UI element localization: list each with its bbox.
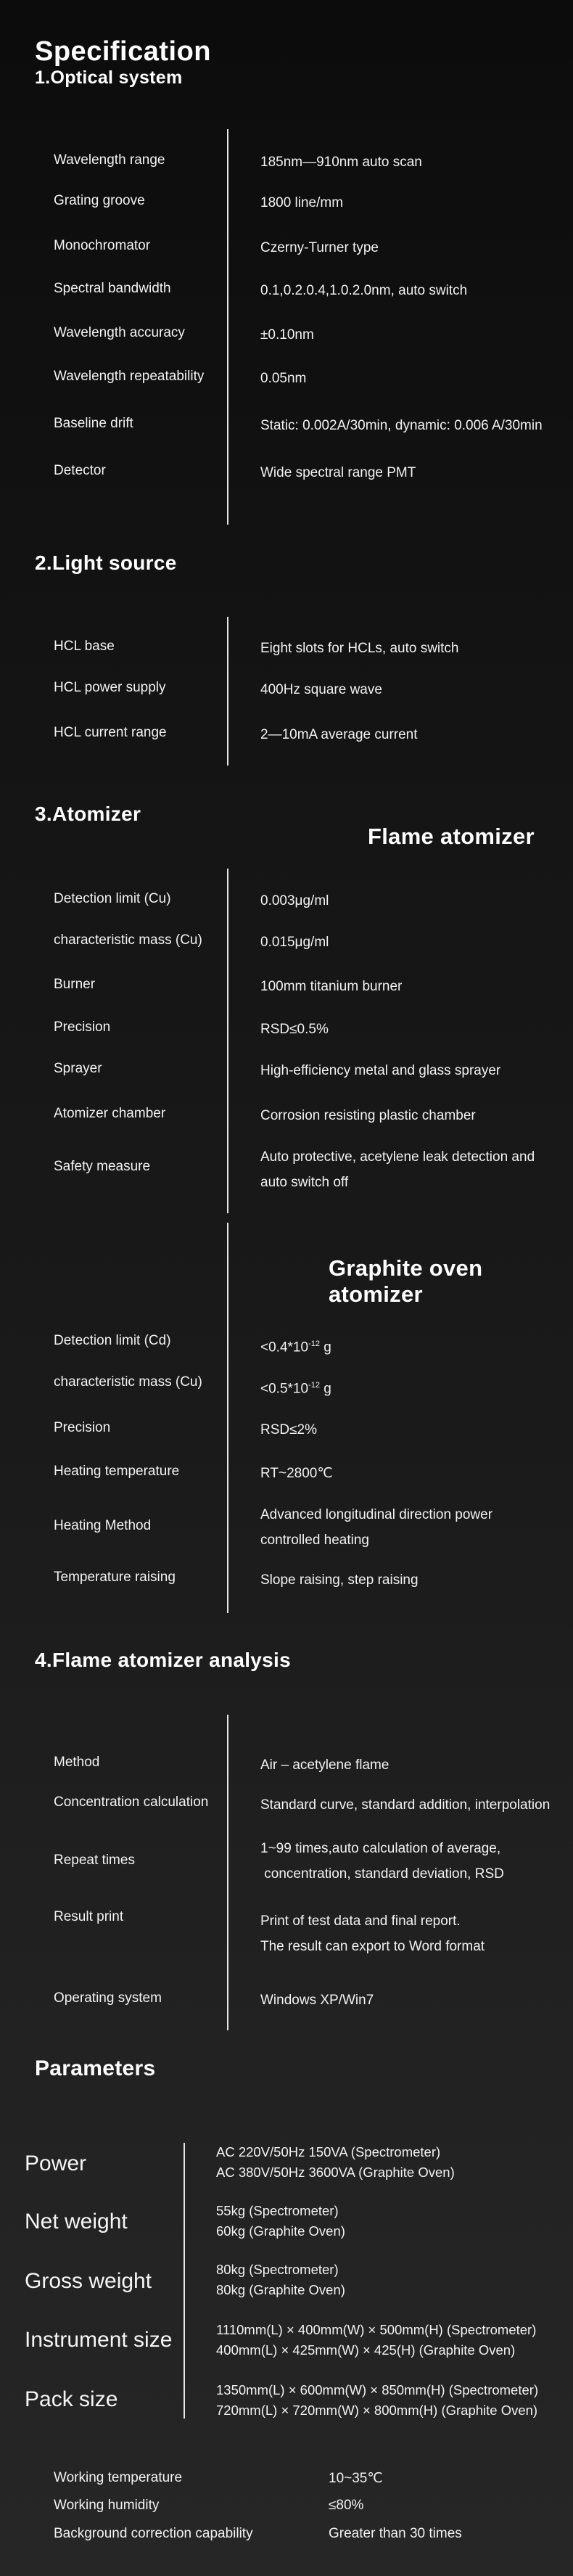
divider-light-source: [227, 617, 228, 766]
spec-value: RSD≤2%: [260, 1422, 318, 1437]
env-value: Greater than 30 times: [329, 2526, 462, 2541]
env-value: 10~35℃: [329, 2471, 383, 2486]
param-label: Gross weight: [25, 2269, 152, 2293]
spec-label: Atomizer chamber: [54, 1106, 166, 1121]
spec-value: [260, 1836, 569, 1887]
param-value: [216, 2201, 572, 2241]
spec-label: Detection limit (Cu): [54, 891, 171, 906]
spec-label: Wavelength repeatability: [54, 369, 205, 384]
spec-value-line: Advanced longitudinal direction power: [260, 1507, 493, 1522]
spec-value: [260, 1144, 569, 1195]
spec-value: Corrosion resisting plastic chamber: [260, 1108, 476, 1123]
param-value: [216, 2142, 572, 2183]
param-value-line: 80kg (Graphite Oven): [216, 2282, 345, 2297]
spec-value: [260, 1908, 569, 1959]
spec-value: Standard curve, standard addition, interpolation: [260, 1797, 551, 1813]
spec-value: Slope raising, step raising: [260, 1572, 419, 1588]
env-label: Working humidity: [54, 2498, 160, 2513]
spec-value: 2—10mA average current: [260, 727, 418, 742]
spec-value: High-efficiency metal and glass sprayer: [260, 1063, 501, 1078]
value-exponent: -12: [308, 1381, 320, 1390]
param-value-line: 60kg (Graphite Oven): [216, 2223, 345, 2239]
param-value-line: 55kg (Spectrometer): [216, 2203, 339, 2218]
spec-value: 100mm titanium burner: [260, 979, 403, 994]
value-exponent: -12: [308, 1340, 320, 1348]
divider-analysis: [227, 1715, 228, 2030]
spec-label: HCL power supply: [54, 680, 166, 695]
spec-label: Grating groove: [54, 193, 145, 208]
spec-label: characteristic mass (Cu): [54, 932, 202, 948]
spec-value: 185nm—910nm auto scan: [260, 155, 422, 170]
spec-value: 400Hz square wave: [260, 682, 382, 697]
spec-label: characteristic mass (Cu): [54, 1374, 202, 1390]
spec-value: 1800 line/mm: [260, 195, 344, 210]
spec-label: Operating system: [54, 1990, 162, 2006]
spec-value-line: concentration, standard deviation, RSD: [260, 1866, 504, 1882]
divider-flame: [227, 869, 228, 1213]
param-value-line: AC 380V/50Hz 3600VA (Graphite Oven): [216, 2165, 455, 2180]
env-label: Working temperature: [54, 2470, 183, 2485]
spec-value: 0.003μg/ml: [260, 893, 329, 908]
param-label: Power: [25, 2152, 87, 2175]
divider-parameters: [184, 2143, 185, 2419]
param-value-line: AC 220V/50Hz 150VA (Spectrometer): [216, 2144, 441, 2159]
env-label: Background correction capability: [54, 2526, 253, 2541]
page-title: Specification: [35, 36, 211, 67]
section-heading-light-source: 2.Light source: [35, 551, 177, 574]
spec-value: Air – acetylene flame: [260, 1757, 389, 1773]
spec-value: Windows XP/Win7: [260, 1993, 374, 2008]
env-value: ≤80%: [329, 2498, 364, 2513]
param-value-line: 720mm(L) × 720mm(W) × 800mm(H) (Graphite Oven): [216, 2403, 538, 2418]
spec-label: HCL base: [54, 639, 115, 654]
param-value-line: 1350mm(L) × 600mm(W) × 850mm(H) (Spectrometer): [216, 2382, 539, 2397]
spec-value: RSD≤0.5%: [260, 1022, 329, 1037]
spec-value: [260, 1333, 569, 1358]
value-mantissa: <0.5*10: [260, 1381, 309, 1397]
spec-label: Temperature raising: [54, 1570, 176, 1585]
param-value: [216, 2320, 572, 2360]
spec-label: Detector: [54, 463, 106, 478]
section-heading-analysis: 4.Flame atomizer analysis: [35, 1649, 292, 1671]
spec-label: Method: [54, 1755, 100, 1770]
spec-value: ±0.10nm: [260, 327, 314, 342]
spec-label: Result print: [54, 1909, 124, 1924]
value-unit: g: [319, 1340, 331, 1355]
section-heading-atomizer: 3.Atomizer: [35, 803, 141, 825]
spec-label: Precision: [54, 1420, 111, 1435]
param-value: [216, 2260, 572, 2300]
spec-label: Burner: [54, 977, 96, 992]
spec-label: Sprayer: [54, 1061, 102, 1076]
spec-label: Precision: [54, 1020, 111, 1035]
spec-label: Wavelength accuracy: [54, 325, 185, 340]
param-label: Pack size: [25, 2387, 118, 2411]
spec-value-line: controlled heating: [260, 1533, 369, 1548]
param-label: Net weight: [25, 2210, 128, 2234]
spec-label: Concentration calculation: [54, 1794, 209, 1810]
subsection-title-flame: Flame atomizer: [368, 824, 535, 849]
spec-value: 0.05nm: [260, 371, 307, 386]
param-label: Instrument size: [25, 2328, 173, 2352]
value-unit: g: [319, 1381, 331, 1397]
spec-value: Static: 0.002A/30min, dynamic: 0.006 A/30min: [260, 418, 543, 433]
spec-label: Safety measure: [54, 1159, 151, 1174]
spec-label: Monochromator: [54, 238, 151, 253]
param-value-line: 400mm(L) × 425mm(W) × 425(H) (Graphite Oven): [216, 2342, 516, 2358]
spec-label: Heating Method: [54, 1518, 152, 1533]
spec-value: 0.1,0.2.0.4,1.0.2.0nm, auto switch: [260, 283, 468, 298]
spec-label: Baseline drift: [54, 416, 133, 431]
value-mantissa: <0.4*10: [260, 1340, 309, 1355]
divider-graphite: [227, 1223, 228, 1613]
spec-value: [260, 1502, 569, 1553]
spec-label: Spectral bandwidth: [54, 281, 171, 296]
spec-value: [260, 1374, 569, 1400]
spec-value: Wide spectral range PMT: [260, 465, 416, 480]
spec-label: HCL current range: [54, 725, 167, 740]
param-value: [216, 2380, 572, 2421]
param-value-line: 80kg (Spectrometer): [216, 2262, 339, 2277]
spec-value-line: The result can export to Word format: [260, 1939, 485, 1954]
spec-label: Repeat times: [54, 1853, 135, 1868]
spec-value-line: 1~99 times,auto calculation of average,: [260, 1841, 501, 1856]
spec-value: Czerny-Turner type: [260, 240, 379, 255]
spec-value-line: Auto protective, acetylene leak detection and: [260, 1149, 535, 1165]
section-heading-parameters: Parameters: [35, 2056, 156, 2080]
section-heading-optical: 1.Optical system: [35, 67, 183, 88]
spec-label: Wavelength range: [54, 152, 165, 168]
spec-label: Heating temperature: [54, 1464, 180, 1479]
spec-label: Detection limit (Cd): [54, 1333, 171, 1348]
spec-value-line: auto switch off: [260, 1175, 349, 1190]
param-value-line: 1110mm(L) × 400mm(W) × 500mm(H) (Spectrometer): [216, 2322, 537, 2337]
divider-optical: [227, 129, 228, 525]
spec-value: Eight slots for HCLs, auto switch: [260, 641, 459, 656]
spec-value-line: Print of test data and final report.: [260, 1913, 461, 1929]
spec-value: 0.015μg/ml: [260, 935, 329, 950]
spec-value: RT~2800℃: [260, 1466, 333, 1481]
subsection-title-graphite: Graphite oven atomizer: [329, 1255, 483, 1307]
